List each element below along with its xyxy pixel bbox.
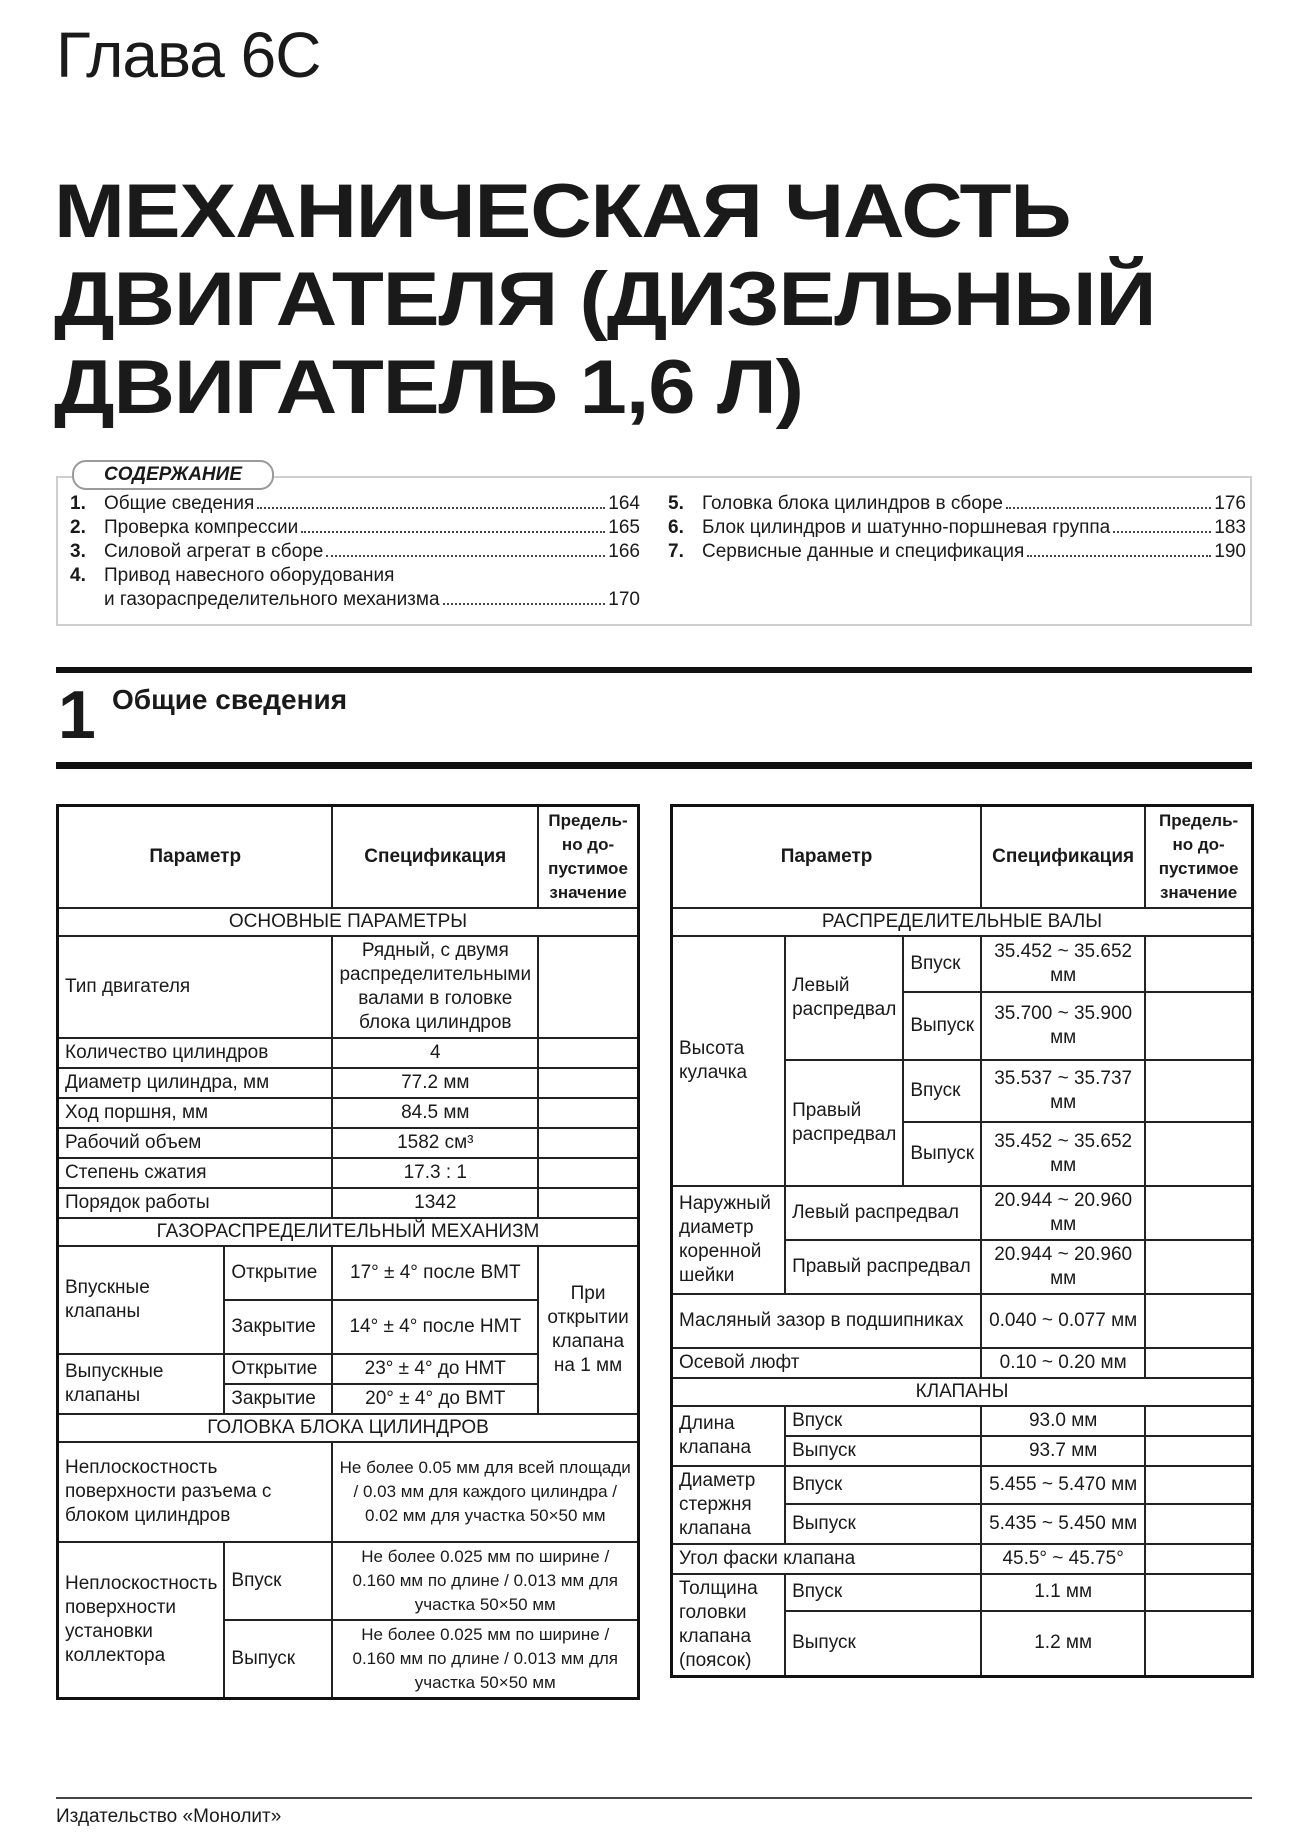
toc-number: 5. [668,493,684,514]
spec-value: 1342 [332,1188,538,1218]
param-label: Угол фаски клапана [672,1544,982,1574]
publisher-footer: Издательство «Монолит» [56,1806,282,1827]
table-header-row [672,806,1253,909]
limit-value [1145,1060,1252,1122]
section-heading: ОСНОВНЫЕ ПАРАМЕТРЫ [58,908,639,936]
toc-text: Головка блока цилиндров в сборе [702,493,1003,514]
limit-value [538,1068,638,1098]
sub-label: Выпуск [903,992,981,1060]
table-row [58,1542,639,1620]
param-label: Степень сжатия [58,1158,333,1188]
header-spec: Спецификация [332,806,538,909]
table-of-contents [56,464,1252,626]
toc-leader [326,555,605,557]
spec-value: 93.7 мм [981,1436,1145,1466]
spec-value: 14° ± 4° после НМТ [332,1300,538,1354]
header-limit: Предель-но до-пустимое значение [1145,806,1252,909]
section-heading: ГАЗОРАСПРЕДЕЛИТЕЛЬНЫЙ МЕХАНИЗМ [58,1218,639,1246]
toc-item[interactable] [70,516,640,540]
toc-number: 2. [70,517,86,538]
section-row [58,908,639,936]
toc-page: 164 [608,493,640,514]
table-row [672,1406,1253,1436]
table-row [672,1186,1253,1240]
toc-page: 190 [1214,541,1246,562]
section-number: 1 [58,677,96,753]
spec-value: 93.0 мм [981,1406,1145,1436]
spec-value: 0.10 ~ 0.20 мм [981,1348,1145,1378]
limit-value: При открытии клапана на 1 мм [538,1246,638,1414]
spec-value: 1.2 мм [981,1611,1145,1677]
toc-item-continued[interactable] [70,588,640,612]
param-label: Неплоскостность поверхности разъема с блоком цилиндров [58,1442,333,1542]
section-heading: ГОЛОВКА БЛОКА ЦИЛИНДРОВ [58,1414,639,1442]
chapter-label: Глава 6С [56,19,321,91]
table-row [58,1158,639,1188]
footer-rule [56,1797,1252,1799]
sub-label: Закрытие [224,1384,332,1414]
table-row [672,1466,1253,1504]
param-label: Неплоскостность поверхности установки коллектора [58,1542,225,1699]
toc-text: Сервисные данные и спецификация [702,541,1025,562]
spec-value: 20.944 ~ 20.960 мм [981,1240,1145,1294]
toc-text: Общие сведения [104,493,255,514]
title-line: ДВИГАТЕЛЯ (ДИЗЕЛЬНЫЙ [54,257,1156,342]
sub-label: Выпуск [903,1122,981,1186]
limit-value [1145,1574,1252,1611]
toc-leader [257,507,605,509]
header-param: Параметр [58,806,333,909]
sub-label: Левый распредвал [785,1186,981,1240]
toc-leader [1006,507,1211,509]
param-label: Диаметр цилиндра, мм [58,1068,333,1098]
spec-value: 35.700 ~ 35.900 мм [981,992,1145,1060]
limit-value [1145,1436,1252,1466]
toc-text: Проверка компрессии [104,517,299,538]
table-row [58,1128,639,1158]
spec-value: 5.455 ~ 5.470 мм [981,1466,1145,1504]
spec-value: 4 [332,1038,538,1068]
toc-number: 4. [70,565,86,586]
table-row [58,1442,639,1542]
param-label: Рабочий объем [58,1128,333,1158]
spec-value: Не более 0.025 мм по ширине / 0.160 мм по длине / 0.013 мм для участка 50×50 мм [332,1620,638,1699]
spec-value: 20.944 ~ 20.960 мм [981,1186,1145,1240]
table-row [58,1246,639,1300]
sub-label: Выпуск [785,1436,981,1466]
sub-label: Правый распредвал [785,1240,981,1294]
spec-table-left [56,804,640,1700]
sub-label: Выпуск [785,1611,981,1677]
spec-value: 1.1 мм [981,1574,1145,1611]
toc-item[interactable] [70,564,640,588]
toc-item[interactable] [70,540,640,564]
title-line: ДВИГАТЕЛЬ 1,6 Л) [54,345,803,430]
limit-value [1145,1348,1252,1378]
table-row [58,1098,639,1128]
section-row [58,1218,639,1246]
table-header-row [58,806,639,909]
param-label: Диаметр стержня клапана [672,1466,786,1544]
toc-column-right [668,492,1246,564]
section-row [58,1414,639,1442]
limit-value [1145,1504,1252,1544]
table-row [58,936,639,1038]
toc-leader [443,603,606,605]
limit-value [538,1128,638,1158]
page-title [54,168,1156,432]
limit-value [538,1158,638,1188]
param-label: Тип двигателя [58,936,333,1038]
limit-value [1145,1294,1252,1348]
table-row [672,1294,1253,1348]
param-label: Ход поршня, мм [58,1098,333,1128]
toc-item[interactable] [668,540,1246,564]
header-param: Параметр [672,806,982,909]
spec-value: 45.5° ~ 45.75° [981,1544,1145,1574]
limit-value [1145,1544,1252,1574]
sub-label: Впуск [785,1574,981,1611]
param-label: Масляный зазор в подшипниках [672,1294,982,1348]
limit-value [538,936,638,1038]
sub-label: Впуск [785,1406,981,1436]
param-label: Осевой люфт [672,1348,982,1378]
table-row [58,1188,639,1218]
limit-value [1145,1186,1252,1240]
spec-value: 23° ± 4° до НМТ [332,1354,538,1384]
section-row [672,908,1253,936]
header-limit: Предель-но до-пустимое значение [538,806,638,909]
spec-value: Не более 0.05 мм для всей площади / 0.03 мм для каждого цилиндра / 0.02 мм для участка 50×50 мм [332,1442,638,1542]
sub-label: Выпуск [224,1620,332,1699]
limit-value [538,1188,638,1218]
spec-value: 5.435 ~ 5.450 мм [981,1504,1145,1544]
header-spec: Спецификация [981,806,1145,909]
limit-value [538,1098,638,1128]
sub-label: Открытие [224,1354,332,1384]
param-label: Наружный диаметр коренной шейки [672,1186,786,1294]
spec-value: 20° ± 4° до ВМТ [332,1384,538,1414]
toc-number: 6. [668,517,684,538]
toc-text: Привод навесного оборудования [104,565,395,586]
table-row [672,1348,1253,1378]
spec-value: 0.040 ~ 0.077 мм [981,1294,1145,1348]
spec-value: Не более 0.025 мм по ширине / 0.160 мм по длине / 0.013 мм для участка 50×50 мм [332,1542,638,1620]
section-rule-top [56,667,1252,673]
limit-value [1145,1122,1252,1186]
sub-label: Впуск [224,1542,332,1620]
sub-label: Закрытие [224,1300,332,1354]
toc-item[interactable] [70,492,640,516]
section-heading: РАСПРЕДЕЛИТЕЛЬНЫЕ ВАЛЫ [672,908,1253,936]
toc-item[interactable] [668,492,1246,516]
limit-value [538,1038,638,1068]
toc-leader [1027,555,1211,557]
sub-label: Впуск [785,1466,981,1504]
spec-value: 1582 см³ [332,1128,538,1158]
sub-label: Впуск [903,1060,981,1122]
spec-value: 35.537 ~ 35.737 мм [981,1060,1145,1122]
toc-page: 170 [608,589,640,610]
toc-text: и газораспределительного механизма [104,589,440,610]
toc-page: 176 [1214,493,1246,514]
spec-value: 84.5 мм [332,1098,538,1128]
sub-label: Выпуск [785,1504,981,1544]
toc-leader [301,531,605,533]
toc-text: Силовой агрегат в сборе [104,541,324,562]
sub-label: Левый распредвал [785,936,903,1060]
toc-number: 3. [70,541,86,562]
limit-value [1145,1240,1252,1294]
toc-label: СОДЕРЖАНИЕ [72,460,274,490]
param-label: Впускные клапаны [58,1246,225,1354]
param-label: Выпускные клапаны [58,1354,225,1414]
section-heading: КЛАПАНЫ [672,1378,1253,1406]
toc-page: 183 [1214,517,1246,538]
section-title: Общие сведения [112,684,348,715]
toc-text: Блок цилиндров и шатунно-поршневая группа [702,517,1111,538]
spec-value: 17.3 : 1 [332,1158,538,1188]
table-row [58,1068,639,1098]
spec-value: Рядный, с двумя распределительными валами в головке блока цилиндров [332,936,538,1038]
toc-number: 7. [668,541,684,562]
spec-value: 17° ± 4° после ВМТ [332,1246,538,1300]
spec-value: 35.452 ~ 35.652 мм [981,1122,1145,1186]
limit-value [1145,992,1252,1060]
toc-column-left [70,492,640,612]
toc-leader [1113,531,1211,533]
section-rule-bottom [56,762,1252,769]
sub-label: Впуск [903,936,981,992]
toc-page: 166 [608,541,640,562]
spec-value: 35.452 ~ 35.652 мм [981,936,1145,992]
title-line: МЕХАНИЧЕСКАЯ ЧАСТЬ [54,169,1071,254]
spec-value: 77.2 мм [332,1068,538,1098]
limit-value [1145,936,1252,992]
toc-number: 1. [70,493,86,514]
param-label: Длина клапана [672,1406,786,1466]
section-row [672,1378,1253,1406]
toc-item[interactable] [668,516,1246,540]
table-row [672,936,1253,992]
table-row [58,1038,639,1068]
spec-table-right [670,804,1254,1678]
table-row [672,1544,1253,1574]
sub-label: Правый распредвал [785,1060,903,1186]
sub-label: Открытие [224,1246,332,1300]
param-label: Толщина головки клапана (поясок) [672,1574,786,1677]
param-label: Количество цилиндров [58,1038,333,1068]
toc-page: 165 [608,517,640,538]
table-row [672,1574,1253,1611]
limit-value [1145,1611,1252,1677]
param-label: Порядок работы [58,1188,333,1218]
limit-value [1145,1406,1252,1436]
param-label: Высота кулачка [672,936,786,1186]
limit-value [1145,1466,1252,1504]
